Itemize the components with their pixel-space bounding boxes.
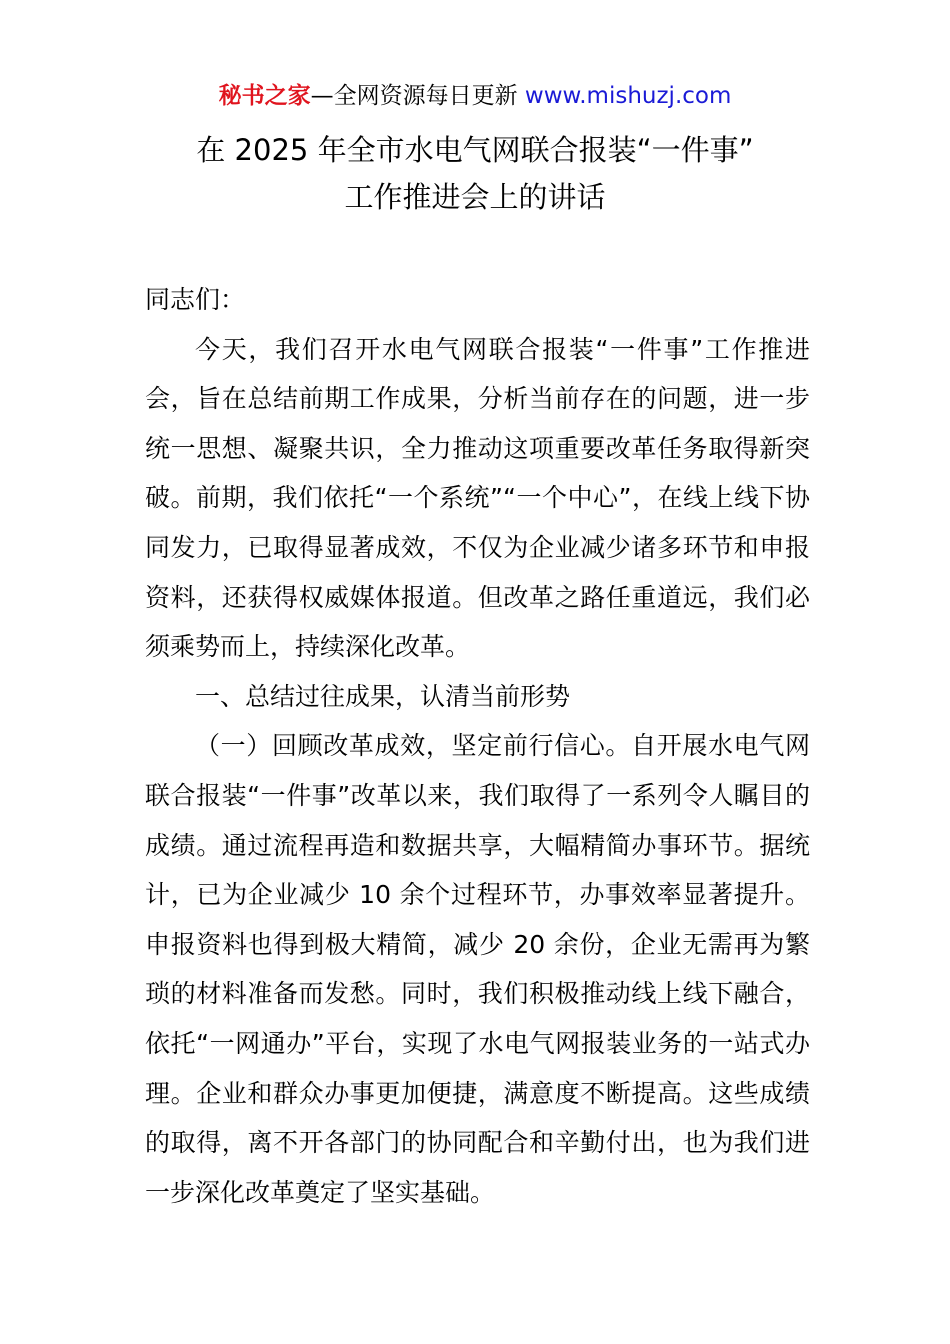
document-title-line-2: 工作推进会上的讲话	[344, 180, 606, 214]
site-header	[0, 80, 950, 112]
document-title-line-1: 在 2025 年全市水电气网联合报装“一件事”	[196, 133, 754, 167]
paragraph-subsection-1: （一）回顾改革成效，坚定前行信心。自开展水电气网联合报装“一件事”改革以来，我们取得了一系列令人瞩目的成绩。通过流程再造和数据共享，大幅精简办事环节。据统计，已为企业减少 10 余个过程环节，办事效率显著提升。申报资料也得到极大精简，减少 20 余份，企业无需再为繁琐的材料准备而发愁。同时，我们积极推动线上线下融合，依托“一网通办”平台，实现了水电气网报装业务的一站式办理。企业和群众办事更加便捷，满意度不断提高。这些成绩的取得，离不开各部门的协同配合和辛勤付出，也为我们进一步深化改革奠定了坚实基础。	[145, 731, 810, 1207]
salutation: 同志们：	[145, 285, 246, 314]
site-tagline: —全网资源每日更新	[310, 83, 525, 109]
paragraph-intro: 今天，我们召开水电气网联合报装“一件事”工作推进会，旨在总结前期工作成果，分析当前存在的问题，进一步统一思想、凝聚共识，全力推动这项重要改革任务取得新突破。前期，我们依托“一个系统”“一个中心”，在线上线下协同发力，已取得显著成效，不仅为企业减少诸多环节和申报资料，还获得权威媒体报道。但改革之路任重道远，我们必须乘势而上，持续深化改革。	[145, 334, 810, 662]
section-heading-1: 一、总结过往成果，认清当前形势	[195, 681, 571, 711]
site-url-link[interactable]: www.mishuzj.com	[524, 83, 732, 109]
site-brand: 秘书之家	[218, 83, 311, 109]
document-body	[145, 275, 810, 1217]
